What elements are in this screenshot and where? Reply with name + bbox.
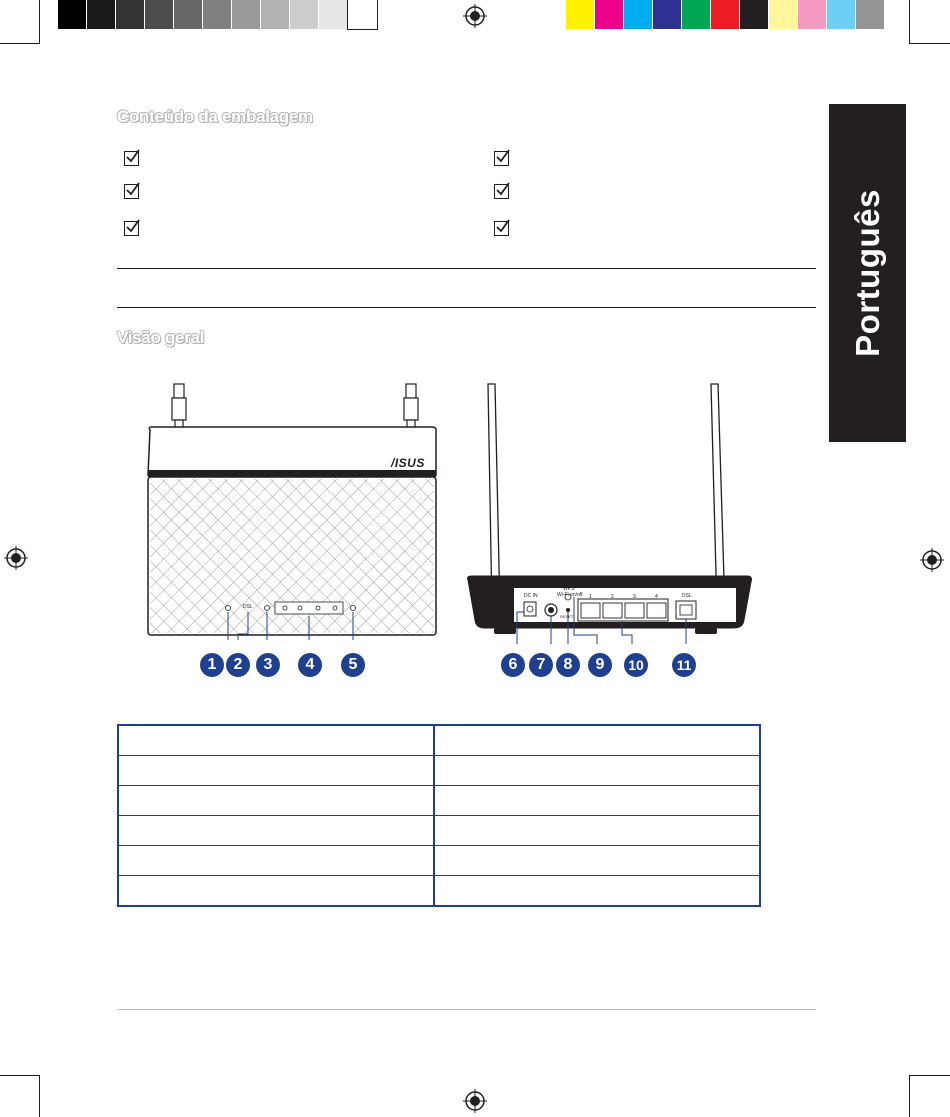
gray-swatch: [145, 0, 174, 29]
table-cell: [118, 816, 434, 846]
callout-6: 6: [501, 653, 525, 677]
process-color-swatch: [711, 0, 740, 29]
registration-mark-icon: [463, 1089, 487, 1113]
registration-mark-icon: [463, 4, 487, 28]
checkbox-icon: [494, 184, 509, 199]
process-color-swatch: [798, 0, 827, 29]
checkbox-icon: [124, 221, 139, 236]
crop-mark: [909, 43, 950, 44]
crop-mark: [0, 43, 40, 44]
lan-port-label: 2: [611, 594, 614, 600]
callout-8: 8: [556, 653, 580, 677]
package-contents-heading: Conteúdo da embalagem: [117, 107, 313, 126]
crop-mark: [909, 1075, 910, 1117]
crop-mark: [39, 1075, 40, 1117]
process-color-swatch: [624, 0, 653, 29]
callout-9: 9: [588, 653, 612, 677]
overview-heading: Visão geral: [117, 328, 205, 347]
gray-swatch: [58, 0, 87, 29]
table-cell: [434, 816, 760, 846]
gray-swatch: [290, 0, 319, 29]
gray-swatch: [348, 0, 377, 29]
language-tab: [829, 104, 906, 442]
antenna-right: [404, 384, 418, 428]
crop-mark: [909, 0, 910, 44]
router-brand-logo: /ISUS: [391, 456, 425, 470]
table-cell: [434, 756, 760, 786]
table-cell: [434, 786, 760, 816]
footer-divider: [117, 1009, 816, 1010]
language-tab-label: Português: [848, 189, 886, 357]
table-row: [118, 725, 760, 756]
gray-swatch: [232, 0, 261, 29]
router-front-illustration: [140, 380, 445, 640]
antenna-left: [172, 384, 186, 428]
table-cell: [118, 876, 434, 907]
checkbox-icon: [494, 151, 509, 166]
gray-swatch: [319, 0, 348, 29]
callout-2: 2: [226, 653, 250, 677]
divider: [117, 307, 816, 308]
table-row: [118, 786, 760, 816]
gray-swatch: [116, 0, 145, 29]
router-back-illustration: [462, 380, 762, 645]
crop-mark: [39, 0, 40, 44]
wifi-onoff-label: Wi-Fi on/off: [557, 592, 583, 598]
process-color-bar: [566, 0, 885, 32]
process-color-swatch: [566, 0, 595, 29]
table-row: [118, 816, 760, 846]
crop-mark: [0, 1075, 40, 1076]
checkbox-icon: [124, 151, 139, 166]
process-color-swatch: [856, 0, 885, 29]
checkbox-icon: [124, 184, 139, 199]
table-cell: [434, 846, 760, 876]
table-cell: [118, 725, 434, 756]
registration-mark-icon: [920, 548, 944, 572]
checkbox-icon: [494, 221, 509, 236]
gray-swatch: [203, 0, 232, 29]
dsl-led-label: DSL: [243, 604, 253, 610]
table-cell: [118, 786, 434, 816]
callout-1: 1: [200, 653, 224, 677]
dsl-port-label: DSL: [682, 593, 692, 599]
table-cell: [118, 846, 434, 876]
callout-7: 7: [529, 653, 553, 677]
callout-4: 4: [298, 653, 322, 677]
gray-swatch: [261, 0, 290, 29]
lan-port-label: 3: [633, 594, 636, 600]
table-row: [118, 756, 760, 786]
grayscale-color-bar: [58, 0, 377, 32]
lan-port-label: 4: [655, 594, 658, 600]
process-color-swatch: [653, 0, 682, 29]
wps-label: WPS: [563, 586, 575, 592]
process-color-swatch: [827, 0, 856, 29]
callout-10: 10: [624, 653, 648, 677]
crop-mark: [909, 1075, 950, 1076]
table-row: [118, 876, 760, 907]
registration-mark-icon: [4, 546, 28, 570]
gray-swatch: [87, 0, 116, 29]
gray-swatch: [174, 0, 203, 29]
overview-table: [117, 724, 761, 907]
divider: [117, 268, 816, 269]
process-color-swatch: [769, 0, 798, 29]
process-color-swatch: [595, 0, 624, 29]
table-row: [118, 846, 760, 876]
table-cell: [118, 756, 434, 786]
lan-port-label: 1: [589, 594, 592, 600]
callout-3: 3: [256, 653, 280, 677]
table-cell: [434, 876, 760, 907]
process-color-swatch: [740, 0, 769, 29]
callout-11: 11: [672, 653, 696, 677]
callout-5: 5: [341, 653, 365, 677]
dc-in-label: DC IN: [524, 593, 538, 599]
reset-label: RESET: [560, 614, 574, 619]
table-cell: [434, 725, 760, 756]
process-color-swatch: [682, 0, 711, 29]
